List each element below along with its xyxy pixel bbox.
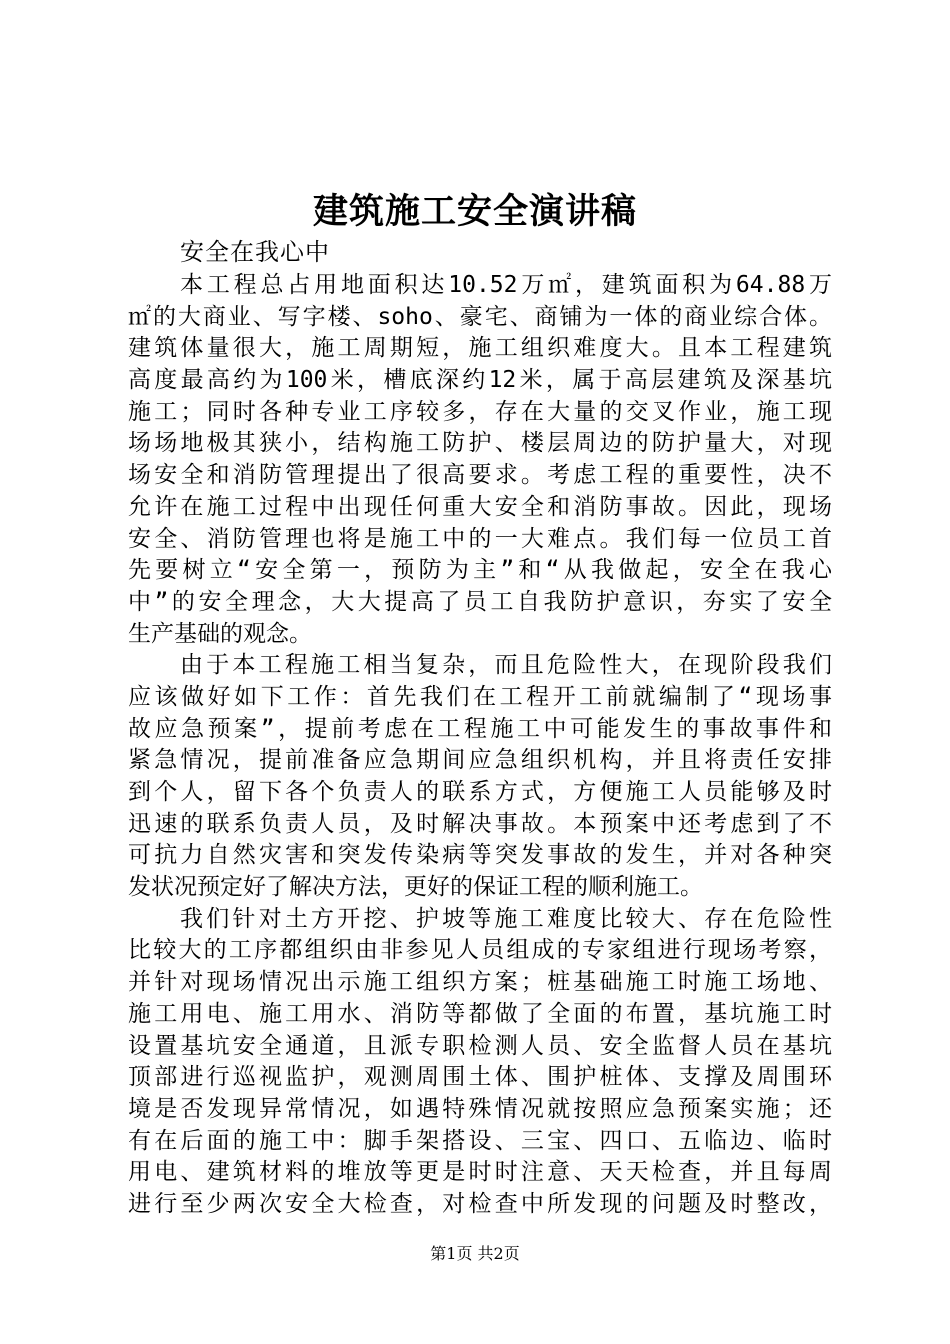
text-line: 我们针对土方开挖、护坡等施工难度比较大、存在危险性 [180, 905, 832, 932]
text-line: 到个人，留下各个负责人的联系方式，方便施工人员能够及时 [128, 779, 832, 805]
text-line: 场安全和消防管理提出了很高要求。考虑工程的重要性，决不 [128, 462, 832, 489]
document-body [128, 270, 832, 1221]
text-line: 中”的安全理念，大大提高了员工自我防护意识，夯实了安全 [128, 588, 832, 615]
text-line: 由于本工程施工相当复杂，而且危险性大，在现阶段我们 [180, 652, 832, 679]
text-line: 发状况预定好了解决方法，更好的保证工程的顺利施工。 [128, 874, 703, 901]
text-line: 建筑体量很大，施工周期短，施工组织难度大。且本工程建筑 [128, 335, 832, 362]
page-footer: 第1页 共2页 [430, 1244, 520, 1263]
text-line: 用电、建筑材料的堆放等更是时时注意、天天检查，并且每周 [128, 1159, 832, 1186]
text-line: 场场地极其狭小，结构施工防护、楼层周边的防护量大，对现 [128, 430, 832, 457]
text-line: 比较大的工序都组织由非参见人员组成的专家组进行现场考察， [128, 937, 832, 964]
text-line: 有在后面的施工中：脚手架搭设、三宝、四口、五临边、临时 [128, 1127, 832, 1154]
text-line: 并针对现场情况出示施工组织方案；桩基础施工时施工场地、 [128, 969, 832, 996]
text-line: 允许在施工过程中出现任何重大安全和消防事故。因此，现场 [128, 493, 832, 520]
text-line: 进行至少两次安全大检查，对检查中所发现的问题及时整改， [128, 1190, 832, 1217]
text-line: 生产基础的观念。 [128, 620, 312, 647]
text-line: 施工用电、施工用水、消防等都做了全面的布置，基坑施工时 [128, 1000, 832, 1027]
text-line: ㎡的大商业、写字楼、soho、豪宅、商铺为一体的商业综合体。 [128, 303, 832, 330]
text-line: 可抗力自然灾害和突发传染病等突发事故的发生，并对各种突 [128, 842, 832, 869]
text-line: 迅速的联系负责人员，及时解决事故。本预案中还考虑到了不 [128, 810, 832, 837]
text-line: 设置基坑安全通道，且派专职检测人员、安全监督人员在基坑 [128, 1032, 832, 1059]
text-line: 故应急预案”，提前考虑在工程施工中可能发生的事故事件和 [128, 715, 832, 742]
text-line: 安全、消防管理也将是施工中的一大难点。我们每一位员工首 [128, 525, 832, 552]
document-title: 建筑施工安全演讲稿 [312, 191, 637, 232]
text-line: 紧急情况，提前准备应急期间应急组织机构，并且将责任安排 [128, 747, 832, 774]
text-line: 应该做好如下工作：首先我们在工程开工前就编制了“现场事 [128, 683, 832, 710]
text-line: 境是否发现异常情况，如遇特殊情况就按照应急预案实施；还 [128, 1095, 832, 1122]
text-line: 先要树立“安全第一，预防为主”和“从我做起，安全在我心 [128, 557, 832, 584]
document-subtitle: 安全在我心中 [180, 238, 330, 266]
text-line: 顶部进行巡视监护，观测周围土体、围护桩体、支撑及周围环 [128, 1064, 832, 1091]
text-line: 高度最高约为100米，槽底深约12米，属于高层建筑及深基坑 [128, 367, 832, 394]
text-line: 本工程总占用地面积达10.52万㎡，建筑面积为64.88万 [180, 272, 832, 298]
text-line: 施工；同时各种专业工序较多，存在大量的交叉作业，施工现 [128, 398, 832, 425]
